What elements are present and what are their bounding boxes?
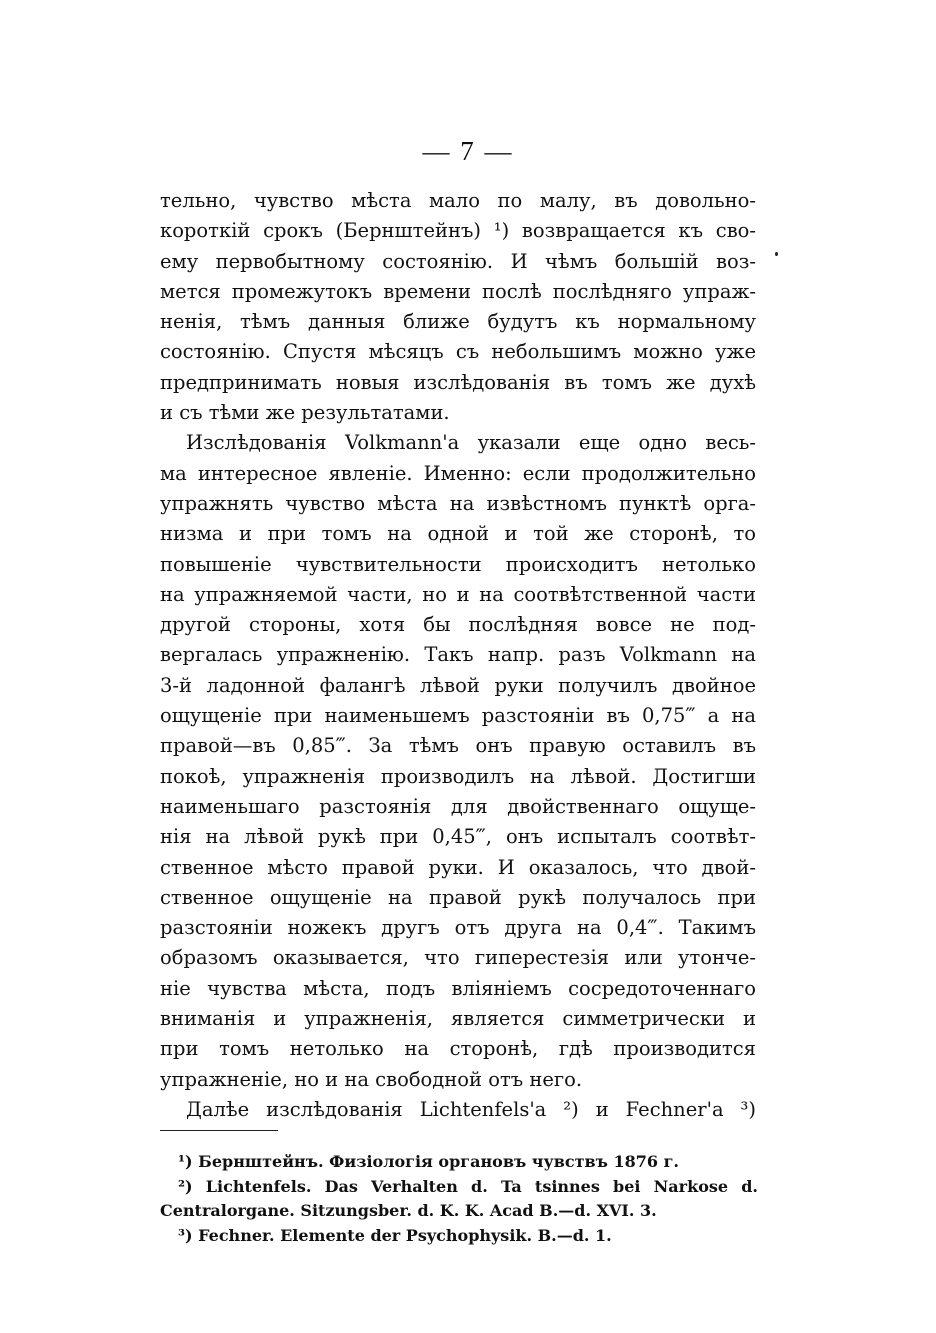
body-line: наименьшаго разстоянія для двойственнаго ощуще- — [160, 794, 756, 818]
body-line: вергалась упражненію. Такъ напр. разъ Volkmann на — [160, 643, 756, 667]
body-line: ощущеніе при наименьшемъ разстояніи въ 0,75‴ а на — [160, 704, 756, 728]
body-text — [160, 186, 756, 1125]
stray-ink-mark — [775, 252, 778, 256]
body-line: ніе чувства мѣста, подъ вліяніемъ сосредоточеннаго — [160, 976, 756, 1000]
footnotes — [160, 1150, 758, 1248]
body-line: 3-й ладонной фалангѣ лѣвой руки получилъ двойное — [160, 673, 756, 697]
body-line: ему первобытному состоянію. И чѣмъ большій воз- — [160, 249, 756, 273]
body-line: образомъ оказывается, что гиперестезія или утонче- — [160, 946, 756, 970]
body-line: ненія, тѣмъ данныя ближе будутъ къ нормальному — [160, 310, 756, 334]
body-line: ственное мѣсто правой руки. И оказалось, что двой- — [160, 855, 756, 879]
body-line: предпринимать новыя изслѣдованія въ томъ же духѣ — [160, 370, 756, 394]
body-line: упражнять чувство мѣста на извѣстномъ пунктѣ орга- — [160, 491, 756, 515]
page-number: — 7 — — [422, 136, 514, 166]
body-line: состоянію. Спустя мѣсяцъ съ небольшимъ можно уже — [160, 340, 756, 364]
footnote-2-continuation: Centralorgane. Sitzungsber. d. K. K. Acad B.—d. XVI. 3. — [160, 1201, 657, 1220]
body-line: и съ тѣми же результатами. — [160, 401, 450, 425]
body-line: Изслѣдованія Volkmann'а указали еще одно весь- — [186, 431, 756, 455]
body-line: нія на лѣвой рукѣ при 0,45‴, онъ испыталъ соотвѣт- — [160, 825, 756, 849]
body-line: покоѣ, упражненія производилъ на лѣвой. Достигши — [160, 764, 756, 788]
body-line: тельно, чувство мѣста мало по малу, въ довольно- — [160, 189, 756, 212]
footnote-3: ³) Fechner. Elemente der Psychophysik. B.—d. 1. — [178, 1225, 612, 1245]
body-line: низма и при томъ на одной и той же сторонѣ, то — [160, 522, 756, 546]
body-line: разстояніи ножекъ другъ отъ друга на 0,4‴. Такимъ — [160, 916, 756, 940]
body-line: на упражняемой части, но и на соотвѣтственной части — [160, 582, 756, 606]
body-line: короткій срокъ (Бернштейнъ) ¹) возвращается къ сво- — [160, 219, 756, 243]
body-line: повышеніе чувствительности происходитъ нетолько — [160, 552, 756, 576]
body-line: Далѣе изслѣдованія Lichtenfels'а ²) и Fechner'а ³) — [186, 1097, 756, 1121]
body-line: при томъ нетолько на сторонѣ, гдѣ производится — [160, 1037, 756, 1061]
footnote-1: ¹) Бернштейнъ. Физіологія органовъ чувствъ 1876 г. — [178, 1152, 679, 1171]
footnote-divider — [160, 1130, 278, 1131]
body-line: ма интересное явленіе. Именно: если продолжительно — [160, 461, 756, 485]
body-line: мется промежутокъ времени послѣ послѣдняго упраж- — [160, 279, 756, 303]
body-line: ственное ощущеніе на правой рукѣ получалось при — [160, 885, 756, 909]
body-line: упражненіе, но и на свободной отъ него. — [160, 1067, 583, 1091]
body-line: другой стороны, хотя бы послѣдняя вовсе не под- — [160, 613, 756, 637]
body-line: правой—въ 0,85‴. За тѣмъ онъ правую оставилъ въ — [160, 734, 756, 758]
footnote-2: ²) Lichtenfels. Das Verhalten d. Ta tsinnes bei Narkose d. — [178, 1176, 758, 1196]
body-line: вниманія и упражненія, является симметрически и — [160, 1007, 756, 1031]
